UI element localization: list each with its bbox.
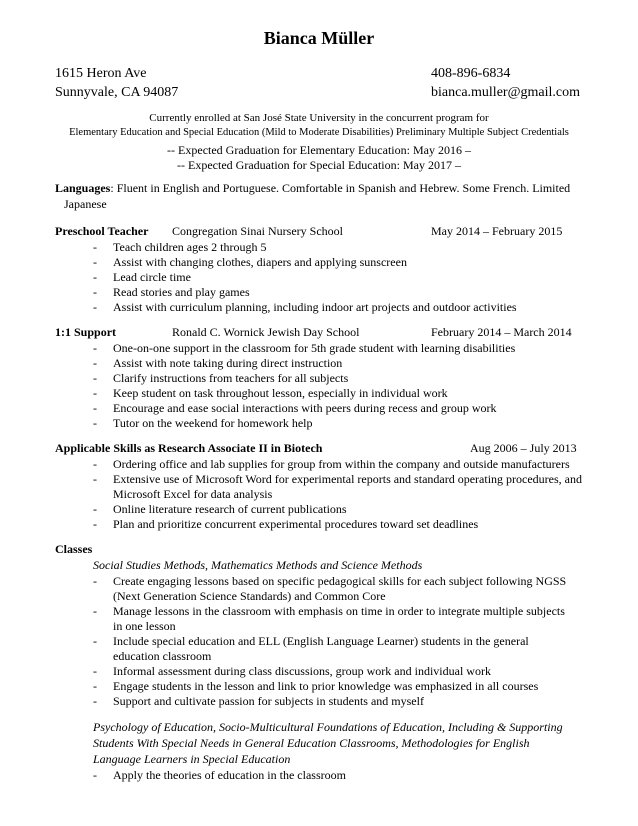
job-1-title: Preschool Teacher [55,224,149,238]
languages-line-1 [55,181,570,196]
bullet-dash: - [93,604,97,618]
classes-group-2-title-line-1: Psychology of Education, Socio-Multicultural Foundations of Education, Including & Supporting [93,720,563,734]
bullet-dash: - [93,502,97,516]
classes-group-1-title: Social Studies Methods, Mathematics Methods and Science Methods [93,558,423,572]
job-3-dates: Aug 2006 – July 2013 [470,441,577,455]
job-1-org: Congregation Sinai Nursery School [172,224,343,238]
bullet-dash: - [93,416,97,430]
bullet-dash: - [93,356,97,370]
job-1-dates: May 2014 – February 2015 [431,224,563,238]
job-2-dates: February 2014 – March 2014 [431,325,572,339]
job-2-org: Ronald C. Wornick Jewish Day School [172,325,360,339]
bullet-dash: - [93,768,97,782]
languages-line-2: Japanese [64,197,107,211]
bullet-dash: - [93,270,97,284]
phone-number: 408-896-6834 [431,66,511,81]
bullet-dash: - [93,457,97,471]
bullet-dash: - [93,574,97,588]
address-line-1: 1615 Heron Ave [55,66,147,81]
resume-page: Bianca Müller 1615 Heron Ave Sunnyvale, CA 94087 408-896-6834 bianca.muller@gmail.com Currently enrolled at San José State University in the concurrent program for Elementary Education and Special Education (Mild to Moderate Disabilities) Preliminary Multiple Subject Credentials -- Expected Graduation for Elementary Education: May 2016 – -- Expected Graduation for Special Education: May 2017 – Languages: Fluent in English and Portuguese. Comfortable in Spanish and Hebrew. Some French. Limited Japanese Preschool Teacher Congregation Sinai Nursery School May 2014 – February 2015 - Teach children ages 2 through 5 - Assist with changing clothes, diapers and applying sunscreen - Lead circle time - Read stories and play games - Assist with curriculum planning, including indoor art projects and outdoor activities 1:1 Support Ronald C. Wornick Jewish Day School February 2014 – March 2014 - One-on-one support in the classroom for 5th grade student with learning disabilities - Assist with note taking during direct instruction - Clarify instructions from teachers for all subjects - Keep student on task throughout lesson, especially in individual work - Encourage and ease social interactions with peers during recess and group work - Tutor on the weekend for homework help Applicable Skills as Research Associate II in Biotech Aug 2006 – July 2013 - Ordering office and lab supplies for group from within the company and outside manufacturers - Extensive use of Microsoft Word for experimental reports and standard operating procedures, and Microsoft Excel for data analysis - Online literature research of current publications - Plan and prioritize concurrent experimental procedures toward set deadlines Classes Social Studies Methods, Mathematics Methods and Science Methods - Create engaging lessons based on specific pedagogical skills for each subject following NGSS (Next Generation Science Standards) and Common Core - Manage lessons in the classroom with emphasis on time in order to integrate multiple subjects in one lesson - Include special education and ELL (English Language Learner) students in the general education classroom - Informal assessment during class discussions, group work and individual work - Engage students in the lesson and link to prior knowledge was emphasized in all courses - Support and cultivate passion for subjects in students and myself Psychology of Education, Socio-Multicultural Foundations of Education, Including & Supporting Students With Special Needs in General Education Classrooms, Methodologies for English Language Learners in Special Education - Apply the theories of education in the classroom [0,0,638,826]
education-line-1: Currently enrolled at San José State University in the concurrent program for [149,112,489,124]
education-line-4: -- Expected Graduation for Special Education: May 2017 – [177,158,461,172]
bullet-dash: - [93,371,97,385]
classes-heading: Classes [55,542,93,556]
bullet-dash: - [93,240,97,254]
education-line-3: -- Expected Graduation for Elementary Education: May 2016 – [167,143,471,157]
bullet-dash: - [93,694,97,708]
bullet-dash: - [93,664,97,678]
languages-text: : Fluent in English and Portuguese. Comfortable in Spanish and Hebrew. Some French. Limited [110,181,571,195]
education-line-2: Elementary Education and Special Education (Mild to Moderate Disabilities) Preliminary Multiple Subject Credentials [69,127,569,138]
bullet-dash: - [93,401,97,415]
classes-group-2-title-line-2: Students With Special Needs in General Education Classrooms, Methodologies for English [93,736,530,750]
job-3-title: Applicable Skills as Research Associate II in Biotech [55,441,323,455]
resume-name: Bianca Müller [263,28,375,48]
languages-label: Languages [55,181,111,195]
bullet-dash: - [93,300,97,314]
bullet-dash: - [93,634,97,648]
bullet-dash: - [93,341,97,355]
bullet-dash: - [93,472,97,486]
bullet-dash: - [93,285,97,299]
email-address: bianca.muller@gmail.com [431,85,580,100]
classes-group-2-title-line-3: Language Learners in Special Education [93,752,291,766]
address-line-2: Sunnyvale, CA 94087 [55,85,179,100]
bullet-dash: - [93,517,97,531]
job-2-title: 1:1 Support [55,325,117,339]
bullet-dash: - [93,386,97,400]
bullet-dash: - [93,679,97,693]
bullet-dash: - [93,255,97,269]
